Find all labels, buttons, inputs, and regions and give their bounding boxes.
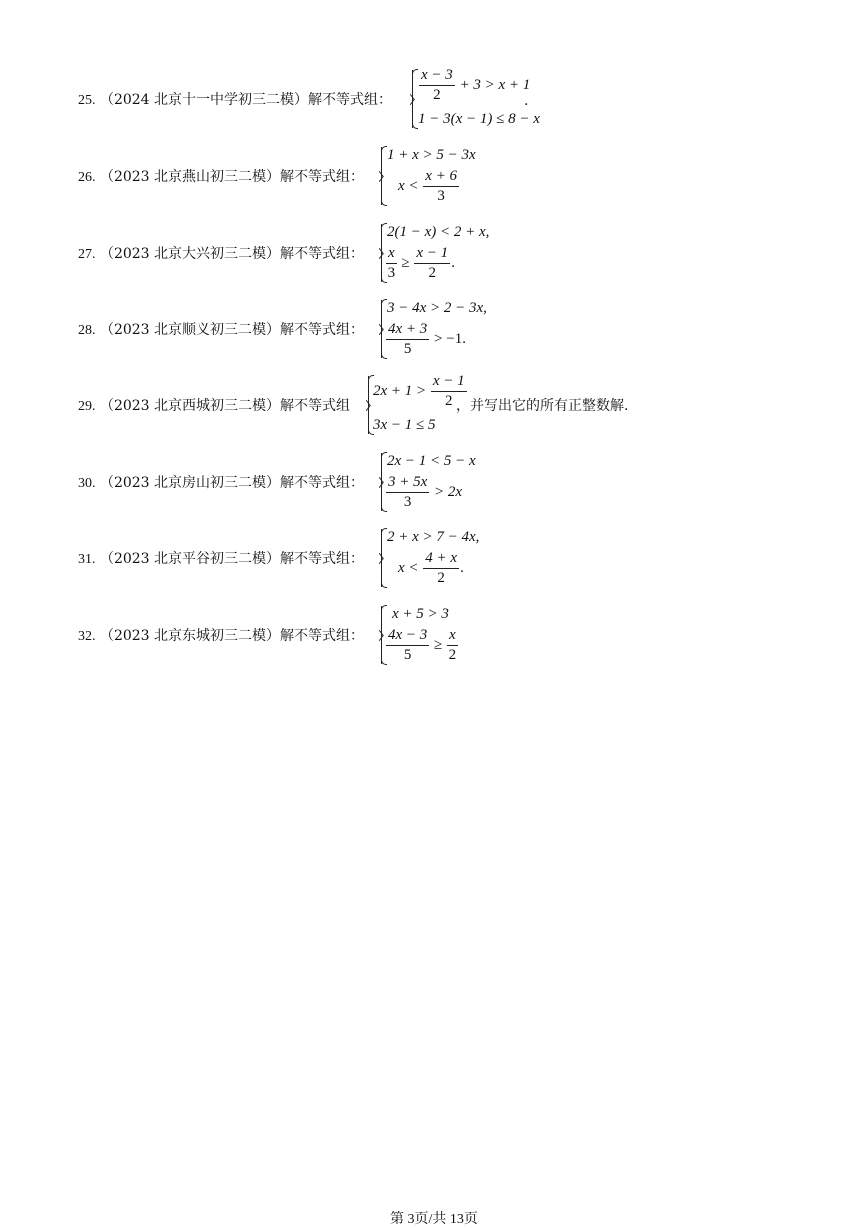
problem-stem: [78, 323, 364, 338]
problem-stem: [78, 629, 364, 644]
inequality-1: 1 + x > 5 − 3x: [387, 147, 476, 163]
problem-prompt: 解不等式组：: [280, 169, 365, 185]
fraction: $\frac{x}{3}$: [387, 245, 396, 281]
problem-number: 31.: [78, 552, 96, 567]
inequality-2: x < $\frac{4 + x}{2}$ .: [398, 550, 464, 586]
problem-stem: [78, 170, 364, 185]
inequality-2: $\frac{x}{3}$ ≥ $\frac{x - 1}{2}$ .: [387, 245, 455, 281]
system-brace: [381, 453, 382, 511]
problem-stem: [78, 93, 392, 108]
problem-stem: [78, 476, 364, 491]
system-brace: [381, 300, 382, 358]
problem-prompt: 解不等式组：: [308, 92, 393, 108]
system-brace: [381, 606, 382, 664]
fraction: $\frac{4x + 3}{5}$: [388, 321, 428, 357]
problem-prompt: 解不等式组：: [280, 322, 365, 338]
system-brace: [381, 147, 382, 205]
fraction: $\frac{x + 6}{3}$: [425, 168, 458, 204]
problem-prompt: 解不等式组：: [280, 628, 365, 644]
problem-stem: [78, 552, 364, 567]
fraction: $\frac{x - 1}{2}$: [432, 373, 465, 409]
fraction: $\frac{x - 1}{2}$: [416, 245, 449, 281]
system-brace: [381, 529, 382, 587]
inequality-1: 2(1 − x) < 2 + x,: [387, 224, 490, 240]
problem-prompt: 解不等式组: [280, 398, 351, 414]
fraction: $\frac{4x - 3}{5}$: [388, 627, 428, 663]
problem-25: [78, 67, 598, 130]
problem-source: （2023 北京燕山初三二模）: [99, 169, 281, 185]
problem-28: [78, 300, 598, 362]
problem-27: [78, 224, 598, 286]
inequality-1: 2x + 1 > $\frac{x - 1}{2}$: [373, 373, 465, 409]
problem-source: （2023 北京东城初三二模）: [99, 628, 281, 644]
problem-32: [78, 606, 598, 668]
problem-31: [78, 529, 598, 591]
problem-number: 27.: [78, 247, 96, 262]
inequality-2: $\frac{4x - 3}{5}$ ≥ $\frac{x}{2}$: [388, 627, 457, 663]
problem-number: 25.: [78, 93, 96, 108]
problem-stem: [78, 247, 364, 262]
problem-number: 29.: [78, 399, 96, 414]
problem-stem: [78, 399, 350, 414]
fraction: $\frac{x}{2}$: [448, 627, 457, 663]
system-brace: [381, 224, 382, 282]
inequality-2: 1 − 3(x − 1) ≤ 8 − x: [418, 111, 540, 127]
system-brace: [368, 376, 369, 434]
problem-number: 30.: [78, 476, 96, 491]
problem-source: （2023 北京顺义初三二模）: [99, 322, 281, 338]
page-footer: 第 3页/共 13页: [390, 1212, 478, 1227]
problem-29: [78, 373, 678, 438]
problem-tail: .: [524, 93, 529, 109]
problem-tail: ，并写出它的所有正整数解.: [456, 398, 629, 414]
problem-source: （2023 北京房山初三二模）: [99, 475, 281, 491]
problem-number: 28.: [78, 323, 96, 338]
problem-source: （2024 北京十一中学初三二模）: [99, 92, 309, 108]
inequality-1: 2 + x > 7 − 4x,: [387, 529, 480, 545]
inequality-2: x < $\frac{x + 6}{3}$: [398, 168, 458, 204]
inequality-2: $\frac{4x + 3}{5}$ > −1.: [388, 321, 466, 357]
problem-source: （2023 北京西城初三二模）: [99, 398, 281, 414]
problem-number: 26.: [78, 170, 96, 185]
problem-source: （2023 北京大兴初三二模）: [99, 246, 281, 262]
inequality-1: x + 5 > 3: [392, 606, 449, 622]
problem-30: [78, 453, 598, 515]
problem-number: 32.: [78, 629, 96, 644]
problem-26: [78, 147, 598, 209]
fraction: $\frac{x - 3}{2}$: [421, 67, 453, 103]
system-brace: [412, 70, 413, 128]
problem-prompt: 解不等式组：: [280, 246, 365, 262]
inequality-2: 3x − 1 ≤ 5: [373, 417, 436, 433]
fraction: $\frac{4 + x}{2}$: [425, 550, 458, 586]
inequality-1: 3 − 4x > 2 − 3x,: [387, 300, 487, 316]
problem-source: （2023 北京平谷初三二模）: [99, 551, 281, 567]
inequality-1: $\frac{x - 3}{2}$ + 3 > x + 1: [421, 67, 531, 103]
inequality-1: 2x − 1 < 5 − x: [387, 453, 476, 469]
problem-prompt: 解不等式组：: [280, 551, 365, 567]
inequality-2: $\frac{3 + 5x}{3}$ > 2x: [388, 474, 463, 510]
problem-prompt: 解不等式组：: [280, 475, 365, 491]
fraction: $\frac{3 + 5x}{3}$: [388, 474, 428, 510]
